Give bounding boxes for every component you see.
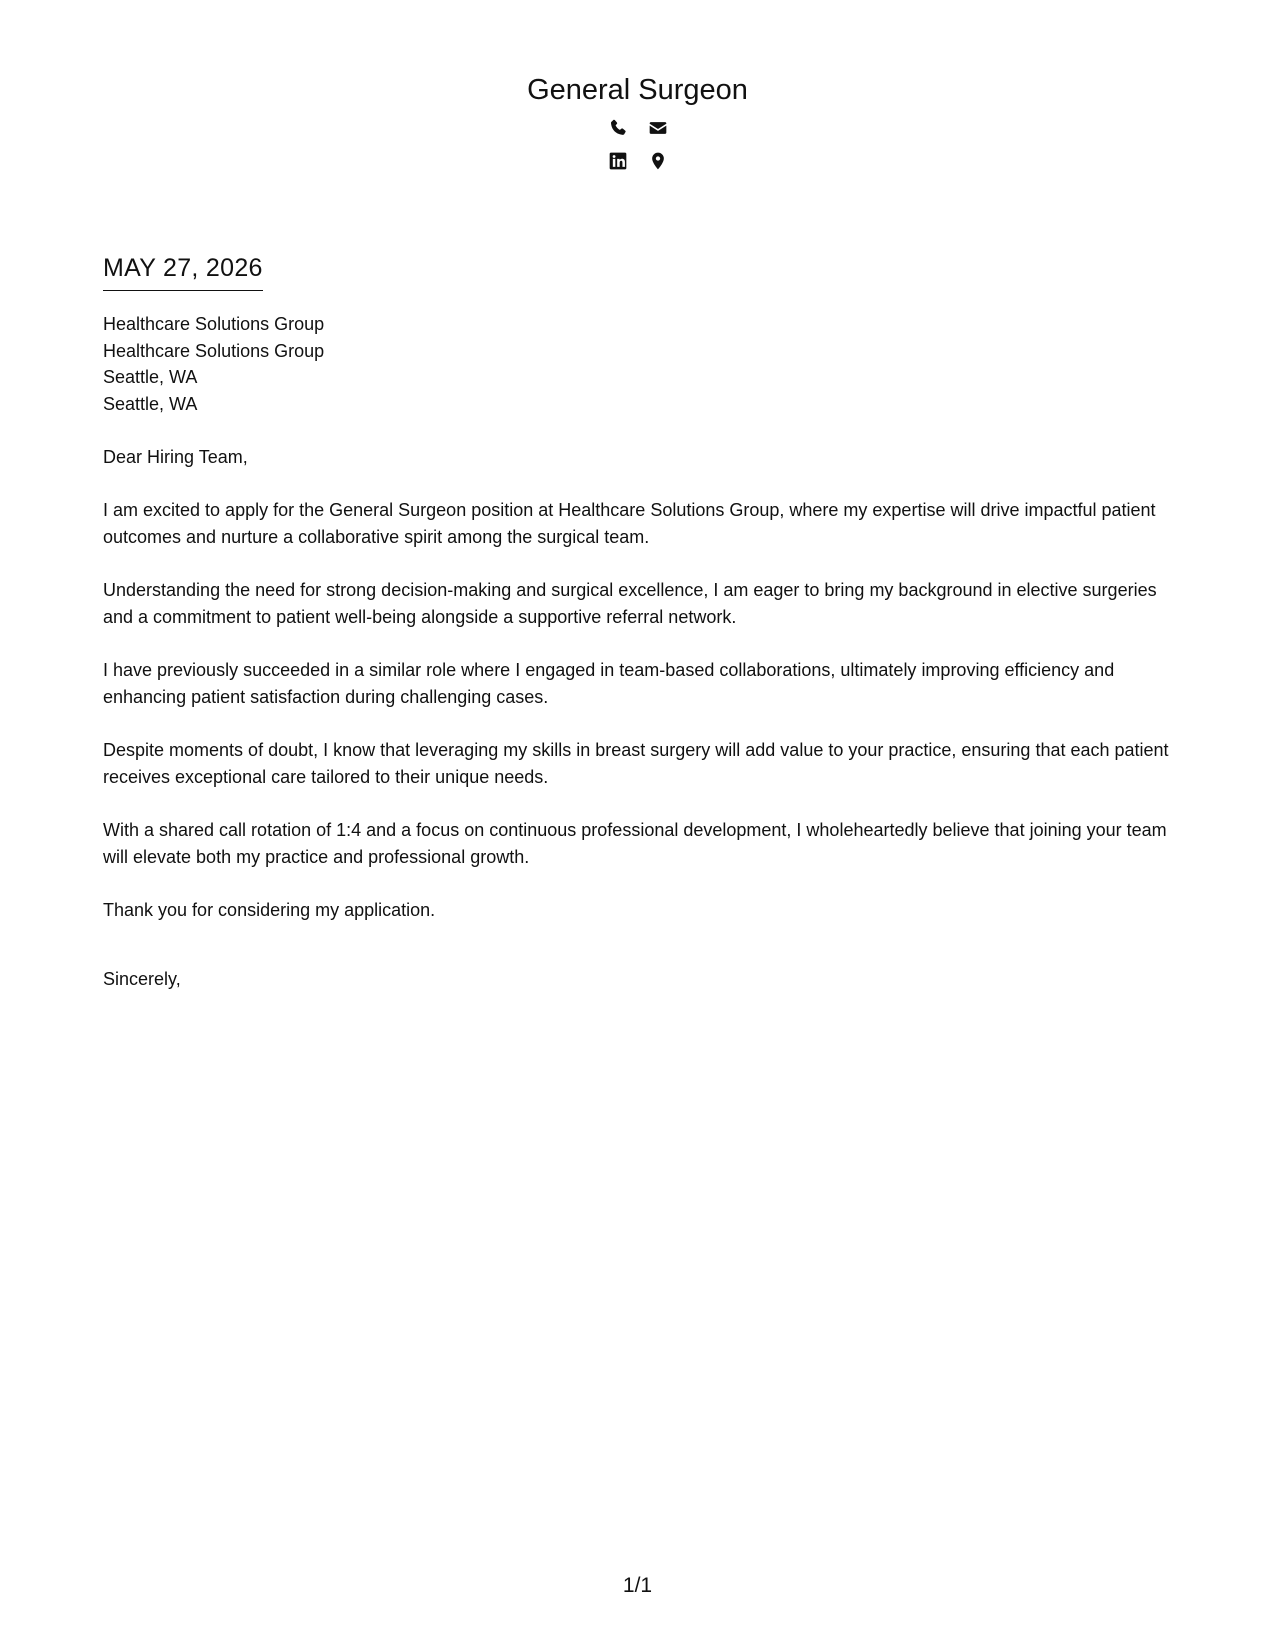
body-paragraph: Despite moments of doubt, I know that leveraging my skills in breast surgery will add value to your practice, ensuring that each patient receives exceptional care tailored to their unique needs.: [103, 740, 1169, 787]
recipient-line: Seattle, WA: [103, 393, 198, 414]
linkedin-icon[interactable]: [607, 150, 629, 172]
recipient-line: Seattle, WA: [103, 367, 198, 387]
signoff: Sincerely,: [103, 969, 181, 989]
recipient-line: Healthcare Solutions Group: [103, 340, 325, 361]
phone-icon[interactable]: [607, 117, 629, 139]
map-pin-icon[interactable]: [647, 150, 669, 172]
closing-note: Thank you for considering my application.: [103, 900, 436, 920]
page-title: General Surgeon: [527, 74, 748, 106]
recipient-address: [103, 311, 1178, 417]
body-paragraph: Understanding the need for strong decision-making and surgical excellence, I am eager to bring my background in elective surgeries and a commitment to patient well-being alongside a supportive referral network.: [103, 580, 1157, 627]
letter-body: [103, 252, 1178, 992]
body-paragraph: I have previously succeeded in a similar role where I engaged in team-based collaborations, ultimately improving efficiency and enhancing patient satisfaction during challenging cases.: [103, 660, 1115, 707]
letter-header: [0, 70, 1275, 175]
page-number: 1/1: [622, 1574, 653, 1597]
body-paragraph: I am excited to apply for the General Surgeon position at Healthcare Solutions Group, where my expertise will drive impactful patient outcomes and nurture a collaborative spirit among the surgical team.: [103, 500, 1156, 547]
letter-date: MAY 27, 2026: [103, 252, 263, 291]
contact-icons-row-2: [0, 147, 1275, 175]
envelope-icon[interactable]: [647, 117, 669, 139]
contact-icons-row-1: [0, 114, 1275, 142]
body-paragraph: With a shared call rotation of 1:4 and a focus on continuous professional development, I wholeheartedly believe that joining your team will elevate both my practice and professional growth.: [103, 820, 1167, 867]
salutation: Dear Hiring Team,: [103, 447, 248, 467]
recipient-line: Healthcare Solutions Group: [103, 314, 325, 334]
